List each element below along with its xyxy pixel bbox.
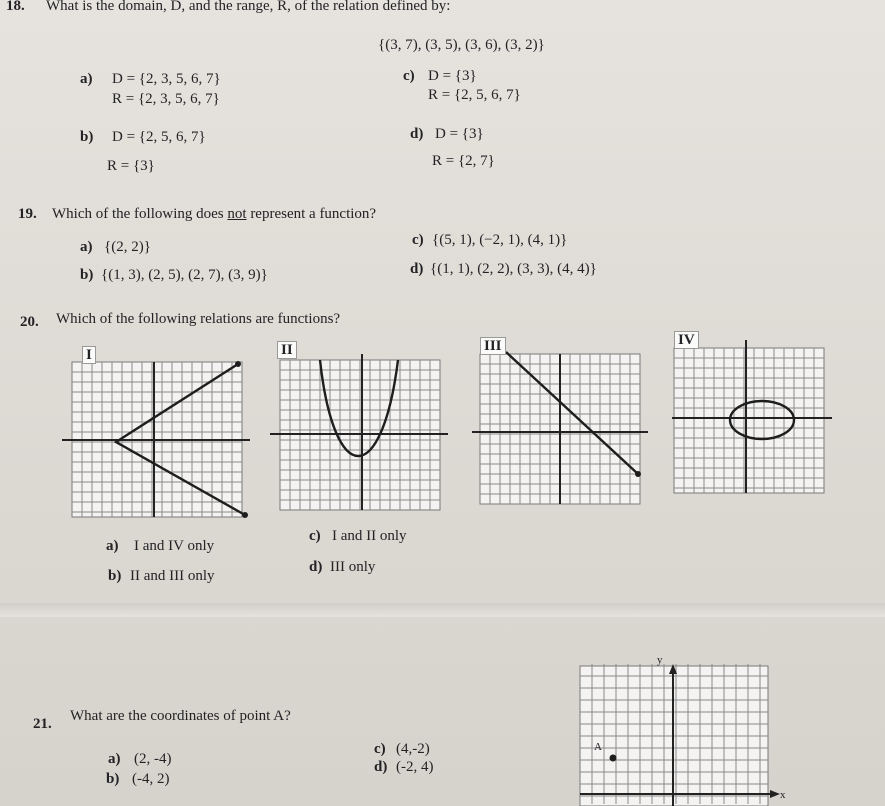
q19-number: 19. (18, 206, 37, 222)
graph-III-label: III (480, 337, 506, 355)
q19-c-label: c) (412, 232, 424, 248)
q21-prompt: What are the coordinates of point A? (70, 708, 291, 724)
q20-b-label: b) (108, 568, 122, 584)
q19-prompt-not: not (227, 206, 247, 222)
x-axis-label: x (780, 789, 786, 801)
graph-I (70, 360, 245, 520)
q21-number: 21. (33, 716, 52, 732)
q18-d-label: d) (410, 126, 424, 142)
y-axis-label: y (657, 654, 663, 666)
graph-I-label: I (82, 346, 96, 364)
graph-III (478, 352, 643, 507)
q19-b-label: b) (80, 267, 94, 283)
point-A-graph (578, 662, 778, 806)
q19-d-label: d) (410, 261, 424, 277)
q21-b-label: b) (106, 771, 120, 787)
graph-III-endpoint (635, 471, 641, 477)
graph-IV (672, 346, 827, 496)
q21-d-option: (-2, 4) (396, 759, 434, 775)
point-A-dot (610, 755, 617, 762)
q20-a-label: a) (106, 538, 119, 554)
q20-d-label: d) (309, 559, 323, 575)
q18-a-range: R = {2, 3, 5, 6, 7} (112, 91, 220, 107)
q18-number: 18. (6, 0, 25, 14)
page-fold-shadow (0, 603, 885, 617)
q19-prompt-pre: Which of the following does (52, 206, 228, 222)
q18-relation: {(3, 7), (3, 5), (3, 6), (3, 2)} (378, 37, 545, 53)
q18-b-label: b) (80, 129, 94, 145)
q19-a-label: a) (80, 239, 93, 255)
q21-d-label: d) (374, 759, 388, 775)
graph-II (278, 358, 443, 513)
graph-IV-label: IV (674, 331, 699, 349)
q20-a-option: I and IV only (134, 538, 215, 554)
q18-c-label: c) (403, 68, 415, 84)
q18-c-domain: D = {3} (428, 68, 477, 84)
graph-II-label: II (277, 341, 297, 359)
q20-b-option: II and III only (130, 568, 215, 584)
q19-a-option: {(2, 2)} (104, 239, 151, 255)
q21-c-label: c) (374, 741, 386, 757)
q18-c-range: R = {2, 5, 6, 7} (428, 87, 521, 103)
x-axis-arrow-icon (770, 790, 780, 798)
graph-I-endpoint-bottom (242, 512, 248, 518)
q18-d-range: R = {2, 7} (432, 153, 495, 169)
q20-c-option: I and II only (332, 528, 407, 544)
q20-d-option: III only (330, 559, 376, 575)
q19-prompt (52, 205, 376, 223)
q19-b-option: {(1, 3), (2, 5), (2, 7), (3, 9)} (101, 267, 268, 283)
q21-b-option: (-4, 2) (132, 771, 170, 787)
q20-prompt: Which of the following relations are functions? (56, 311, 341, 327)
q18-b-domain: D = {2, 5, 6, 7} (112, 129, 206, 145)
q19-d-option: {(1, 1), (2, 2), (3, 3), (4, 4)} (430, 261, 597, 277)
q18-d-domain: D = {3} (435, 126, 484, 142)
q18-prompt: What is the domain, D, and the range, R, of the relation defined by: (46, 0, 451, 14)
graph-I-endpoint-top (235, 361, 241, 367)
q21-a-label: a) (108, 751, 121, 767)
q21-c-option: (4,-2) (396, 741, 430, 757)
q19-c-option: {(5, 1), (−2, 1), (4, 1)} (432, 232, 568, 248)
q20-number: 20. (20, 314, 39, 330)
q18-b-range: R = {3} (107, 158, 155, 174)
q21-a-option: (2, -4) (134, 751, 172, 767)
q18-a-domain: D = {2, 3, 5, 6, 7} (112, 71, 221, 87)
q19-prompt-post: represent a function? (246, 206, 377, 222)
q18-a-label: a) (80, 71, 93, 87)
q20-c-label: c) (309, 528, 321, 544)
point-A-label: A (594, 741, 602, 753)
